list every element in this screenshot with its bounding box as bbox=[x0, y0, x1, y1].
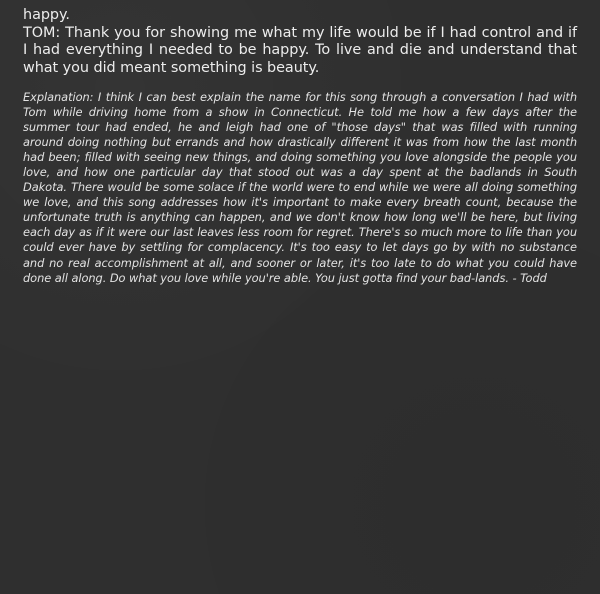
lyric-line-happy: happy. bbox=[23, 7, 70, 23]
lyric-line-tom: TOM: Thank you for showing me what my life would be if I had control and if I had everything I needed to be happy. To live and die and understand that what you did meant something is beauty. bbox=[23, 24, 577, 76]
song-explanation: Explanation: I think I can best explain the name for this song through a conversation I had with Tom while driving home from a show in Connecticut. He told me how a few days after the summer tour had ended, he and leigh had one of "those days" that was filled with running around doing nothing but errands and how drastically different it was from how the last month had been; filled with seeing new things, and doing something you love alongside the people you love, and how one particular day that stood out was a day spent at the badlands in South Dakota. There would be some solace if the world were to end while we were all doing something we love, and this song addresses how it's important to make every breath count, because the unfortunate truth is anything can happen, and we don't know how long we'll be here, but living each day as if it were our last leaves less room for regret. There's so much more to life than you could ever have by settling for complacency. It's too easy to let days go by with no substance and no real accomplishment at all, and sooner or later, it's too late to do what you could have done all along. Do what you love while you're able. You just gotta find your bad-lands. - Todd bbox=[23, 90, 577, 285]
